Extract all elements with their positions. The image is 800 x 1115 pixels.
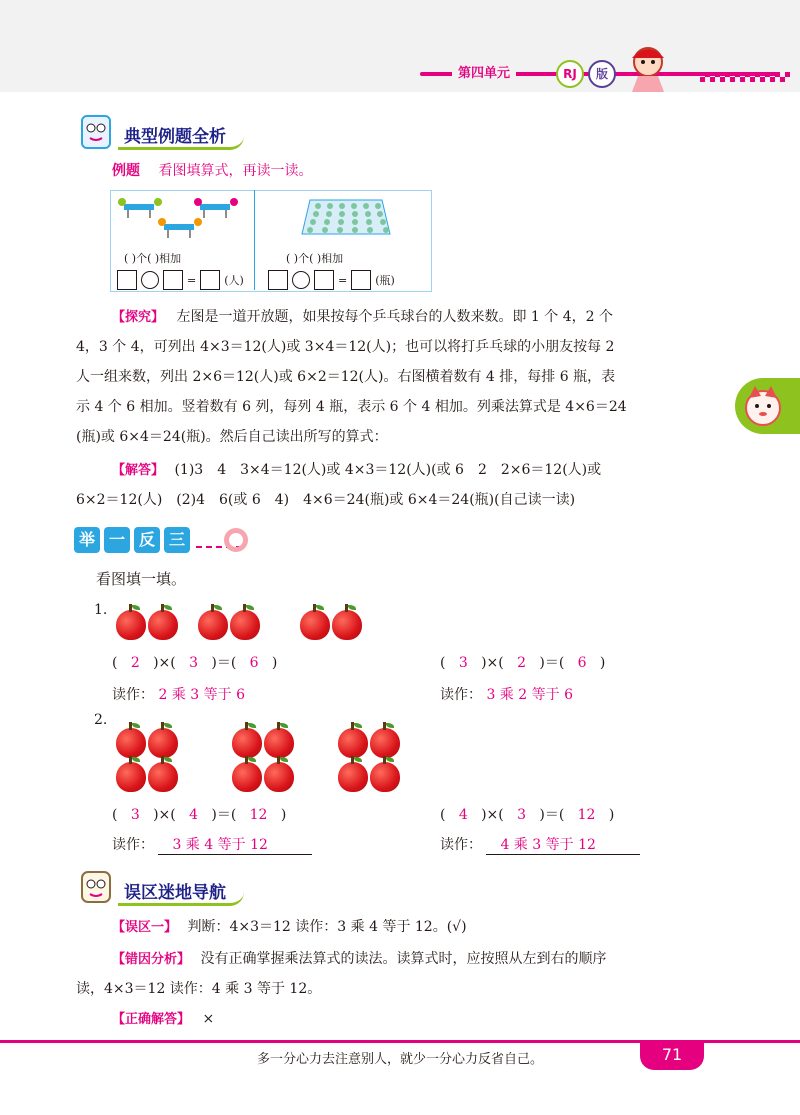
explore-line: (瓶)或 6×4＝24(瓶)。然后自己读出所写的算式： [76,429,388,445]
explore-label: 【探究】 [112,310,165,325]
checker-decoration [700,72,790,82]
q1-right-equation: ( 3 )×( 2 )＝( 6 ) [440,655,606,671]
scroll-mascot-icon [76,112,116,152]
answer-value: 4 [189,807,199,823]
blank-box[interactable] [163,270,183,290]
read-answer: 4 乘 3 等于 12 [486,834,640,855]
answer-value: 3 [458,655,468,671]
explore-line: 4，3 个 4，可列出 4×3＝12(人)或 3×4＝12(人)；也可以将打乒乓球的小朋友按每 2 [76,339,615,355]
apple-icon [148,728,178,758]
apple-icon [148,610,178,640]
blank-box[interactable] [268,270,288,290]
answer-value: 12 [249,807,268,823]
apple-icon [338,728,368,758]
left-unit: (人) [224,274,244,287]
apple-icon [300,610,330,640]
section-title-examples: 典型例题全析 [118,122,244,150]
read-label: 读作： [112,837,154,853]
q2-left-equation: ( 3 )×( 4 )＝( 12 ) [112,807,287,823]
answer-label: 【解答】 [112,463,165,478]
section-title-mistakes: 误区迷地导航 [118,878,244,906]
apple-icon [148,762,178,792]
apple-icon [232,728,262,758]
q2-left-read [112,834,312,855]
example-label: 例题 [112,163,140,179]
answer-value: 12 [577,807,596,823]
right-blank-equation: = (瓶) [268,270,395,290]
correct-text: × [202,1011,215,1027]
answer-line-2: 6×2＝12(人) (2)4 6(或 6 4) 4×6＝24(瓶)或 6×4＝24(瓶)(自己读一读) [76,492,576,508]
edition-badge: 版 [588,60,616,88]
q2-right-equation: ( 4 )×( 3 )＝( 12 ) [440,807,615,823]
answer-value: 3 [189,655,199,671]
practice-instruction: 看图填一填。 [96,570,187,588]
apple-icon [370,728,400,758]
page-number: 71 [640,1040,704,1070]
banner-char: 一 [104,527,130,553]
apple-icon [264,762,294,792]
answer-value: 3 [517,807,527,823]
apple-icon [264,728,294,758]
question-number: 1. [94,602,108,618]
blank-box[interactable] [351,270,371,290]
answer-value: 6 [249,655,259,671]
shovel-mascot-icon [76,866,116,906]
unit-label: 第四单元 [452,62,516,81]
blank-box[interactable] [117,270,137,290]
apple-icon [116,610,146,640]
apple-icon [230,610,260,640]
right-unit: (瓶) [375,274,395,287]
correct-line [112,1004,726,1035]
explore-line: 示 4 个 6 相加。竖着数有 6 列，每列 4 瓶，表示 6 个 4 相加。列乘法算式是 4×6＝24 [76,399,627,415]
practice-banner [74,527,190,553]
q2-apples [112,722,412,796]
apple-icon [370,762,400,792]
answer-value: 6 [577,655,587,671]
right-caption: ( )个( )相加 [286,252,344,265]
cause-line-2: 读，4×3＝12 读作：4 乘 3 等于 12。 [76,981,322,997]
left-blank-equation: = (人) [117,270,244,290]
answer-line-1 [112,455,726,486]
read-answer: 3 乘 2 等于 6 [486,687,573,703]
apple-icon [338,762,368,792]
correct-label: 【正确解答】 [112,1012,191,1027]
ping-pong-tables-image [116,196,248,242]
apple-icon [332,610,362,640]
example-divider [254,190,255,290]
cause-label: 【错因分析】 [112,952,191,967]
blank-box[interactable] [200,270,220,290]
banner-char: 三 [164,527,190,553]
mistake-line [112,912,726,943]
apple-icon [198,610,228,640]
cause-text: 没有正确掌握乘法算式的读法。读算式时，应按照从左到右的顺序 [200,951,607,967]
bottles-crate-image [298,194,394,240]
girl-mascot-icon [618,40,682,94]
read-label: 读作： [112,687,154,703]
answer-value: 2 [517,655,527,671]
answer-value: 2 [130,655,140,671]
operator-circle[interactable] [141,271,159,289]
read-label: 读作： [440,837,482,853]
fox-icon [741,384,785,428]
explore-line: 人一组来数，列出 2×6＝12(人)或 6×2＝12(人)。右图横着数有 4 排，每排 6 瓶，表 [76,369,616,385]
apple-icon [232,762,262,792]
read-answer: 3 乘 4 等于 12 [158,834,312,855]
q1-left-equation: ( 2 )×( 3 )＝( 6 ) [112,655,278,671]
explore-lines [76,332,726,452]
example-instruction: 看图填算式，再读一读。 [158,163,313,179]
blank-box[interactable] [314,270,334,290]
banner-char: 举 [74,527,100,553]
explore-paragraph [112,302,724,333]
read-answer: 2 乘 3 等于 6 [158,687,245,703]
cause-line [112,944,726,975]
q2-right-read [440,834,640,855]
operator-circle[interactable] [292,271,310,289]
answer-text: (1)3 4 3×4＝12(人)或 4×3＝12(人)(或 6 2 2×6＝12(人)或 [174,462,602,478]
explore-line: 左图是一道开放题，如果按每个乒乓球台的人数来数。即 1 个 4，2 个 [176,309,613,325]
q1-right-read [440,684,573,704]
mistake-label: 【误区一】 [112,920,178,935]
apple-icon [116,762,146,792]
q1-left-read [112,684,245,704]
banner-char: 反 [134,527,160,553]
question-number: 2. [94,712,108,728]
answer-value: 3 [130,807,140,823]
read-label: 读作： [440,687,482,703]
q1-apples [110,604,370,644]
ring-icon [224,528,248,552]
mistake-text: 判断：4×3＝12 读作：3 乘 4 等于 12。(√) [187,919,467,935]
left-caption: ( )个( )相加 [124,252,182,265]
example-heading-row [112,160,312,180]
answer-value: 4 [458,807,468,823]
footer-motto: 多一分心力去注意别人，就少一分心力反省自己。 [256,1052,543,1067]
rj-badge: RJ [556,60,584,88]
apple-icon [116,728,146,758]
